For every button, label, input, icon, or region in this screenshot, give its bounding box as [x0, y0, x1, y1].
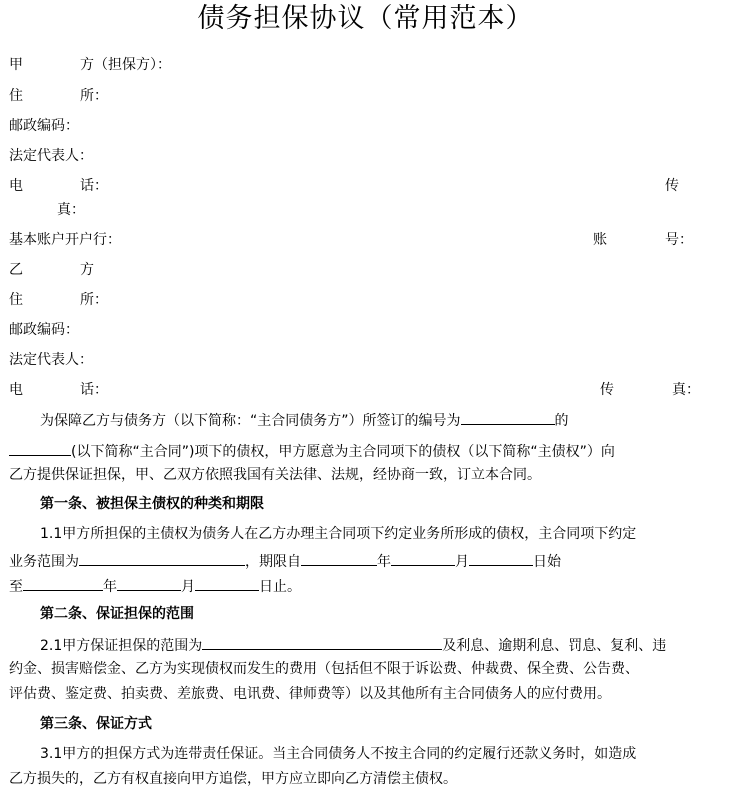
start-year-blank — [301, 550, 377, 566]
party-b-legal-rep-label: 法定代表人： — [9, 352, 93, 368]
article-text: 日始 — [533, 554, 561, 570]
document-title: 债务担保协议（常用范本） — [197, 3, 534, 34]
party-a-fax-label-2: 真： — [57, 202, 85, 218]
article-text: 业务范围为 — [9, 554, 79, 570]
preamble-text: (以下简称“主合同”)项下的债权，甲方愿意为主合同项下的债权（以下简称“主债权”）向 — [71, 444, 615, 460]
preamble-text: 的 — [554, 413, 569, 429]
party-b-fax-label-1: 传 — [600, 382, 614, 398]
party-a-address-label-2: 所： — [80, 88, 108, 104]
party-a-legal-rep-label: 法定代表人： — [9, 148, 93, 164]
party-b-phone-label-2: 话： — [80, 382, 108, 398]
article-text: 月 — [455, 554, 469, 570]
contract-number-blank — [461, 409, 555, 425]
start-day-blank — [469, 550, 533, 566]
article-1-line-3 — [9, 575, 301, 597]
party-a-role-label: 方（担保方）： — [80, 57, 171, 73]
party-a-name-label — [9, 55, 23, 75]
article-3-line-2: 乙方损失的，乙方有权直接向甲方追偿，甲方应立即向乙方清偿主债权。 — [9, 771, 457, 787]
article-3-heading: 第三条、保证方式 — [40, 716, 152, 732]
party-a-account-label-2: 号： — [665, 232, 693, 248]
party-b-address-label-1: 住 — [9, 292, 23, 308]
article-2-line-3: 评估费、鉴定费、拍卖费、差旅费、电讯费、律师费等）以及其他所有主合同债务人的应付费用。 — [9, 686, 611, 702]
party-b-postcode-label: 邮政编码： — [9, 322, 79, 338]
party-b-name-label-2: 方 — [80, 262, 94, 278]
party-a-fax-label-1: 传 — [665, 178, 679, 194]
article-text: 月 — [181, 579, 195, 595]
preamble-line-2 — [9, 440, 615, 462]
party-a-phone-label-2: 话： — [80, 178, 108, 194]
article-1-heading: 第一条、被担保主债权的种类和期限 — [40, 496, 264, 512]
business-scope-blank — [79, 550, 245, 566]
article-text: 及利息、逾期利息、罚息、复利、违 — [442, 638, 667, 654]
guarantee-scope-blank — [202, 634, 442, 650]
article-1-line-1: 1.1甲方所担保的主债权为债务人在乙方办理主合同项下约定业务所形成的债权，主合同项下约定 — [40, 526, 637, 542]
party-b-name-label-1: 乙 — [9, 262, 23, 278]
end-month-blank — [117, 575, 181, 591]
article-text: ，期限自 — [245, 554, 301, 570]
party-a-address-label-1: 住 — [9, 88, 23, 104]
party-a-phone-label-1: 电 — [9, 178, 23, 194]
article-2-line-2: 约金、损害赔偿金、乙方为实现债权而发生的费用（包括但不限于诉讼费、仲裁费、保全费、公告费、 — [9, 661, 639, 677]
party-a-postcode-label: 邮政编码： — [9, 118, 79, 134]
article-3-line-1: 3.1甲方的担保方式为连带责任保证。当主合同债务人不按主合同的约定履行还款义务时，如造成 — [40, 746, 637, 762]
party-a-bank-label: 基本账户开户行： — [9, 232, 121, 248]
party-b-fax-label-2: 真： — [672, 382, 700, 398]
contract-name-blank — [9, 440, 71, 456]
party-b-address-label-2: 所： — [80, 292, 108, 308]
article-text: 至 — [9, 579, 23, 595]
party-a-account-label-1: 账 — [593, 232, 607, 248]
preamble-line-3: 乙方提供保证担保，甲、乙双方依照我国有关法律、法规，经协商一致，订立本合同。 — [9, 467, 541, 483]
article-text: 年 — [377, 554, 391, 570]
party-b-phone-label-1: 电 — [9, 382, 23, 398]
end-day-blank — [195, 575, 259, 591]
preamble-line-1 — [40, 409, 569, 431]
preamble-text: 为保障乙方与债务方（以下简称：“主合同债务方”）所签订的编号为 — [40, 413, 461, 429]
end-year-blank — [23, 575, 103, 591]
article-text: 日止。 — [259, 579, 301, 595]
start-month-blank — [391, 550, 455, 566]
article-1-line-2 — [9, 550, 561, 572]
party-a-label-char: 甲 — [9, 57, 23, 73]
article-2-heading: 第二条、保证担保的范围 — [40, 606, 194, 622]
article-text: 2.1甲方保证担保的范围为 — [40, 638, 203, 654]
article-text: 年 — [103, 579, 117, 595]
article-2-line-1 — [40, 634, 666, 656]
